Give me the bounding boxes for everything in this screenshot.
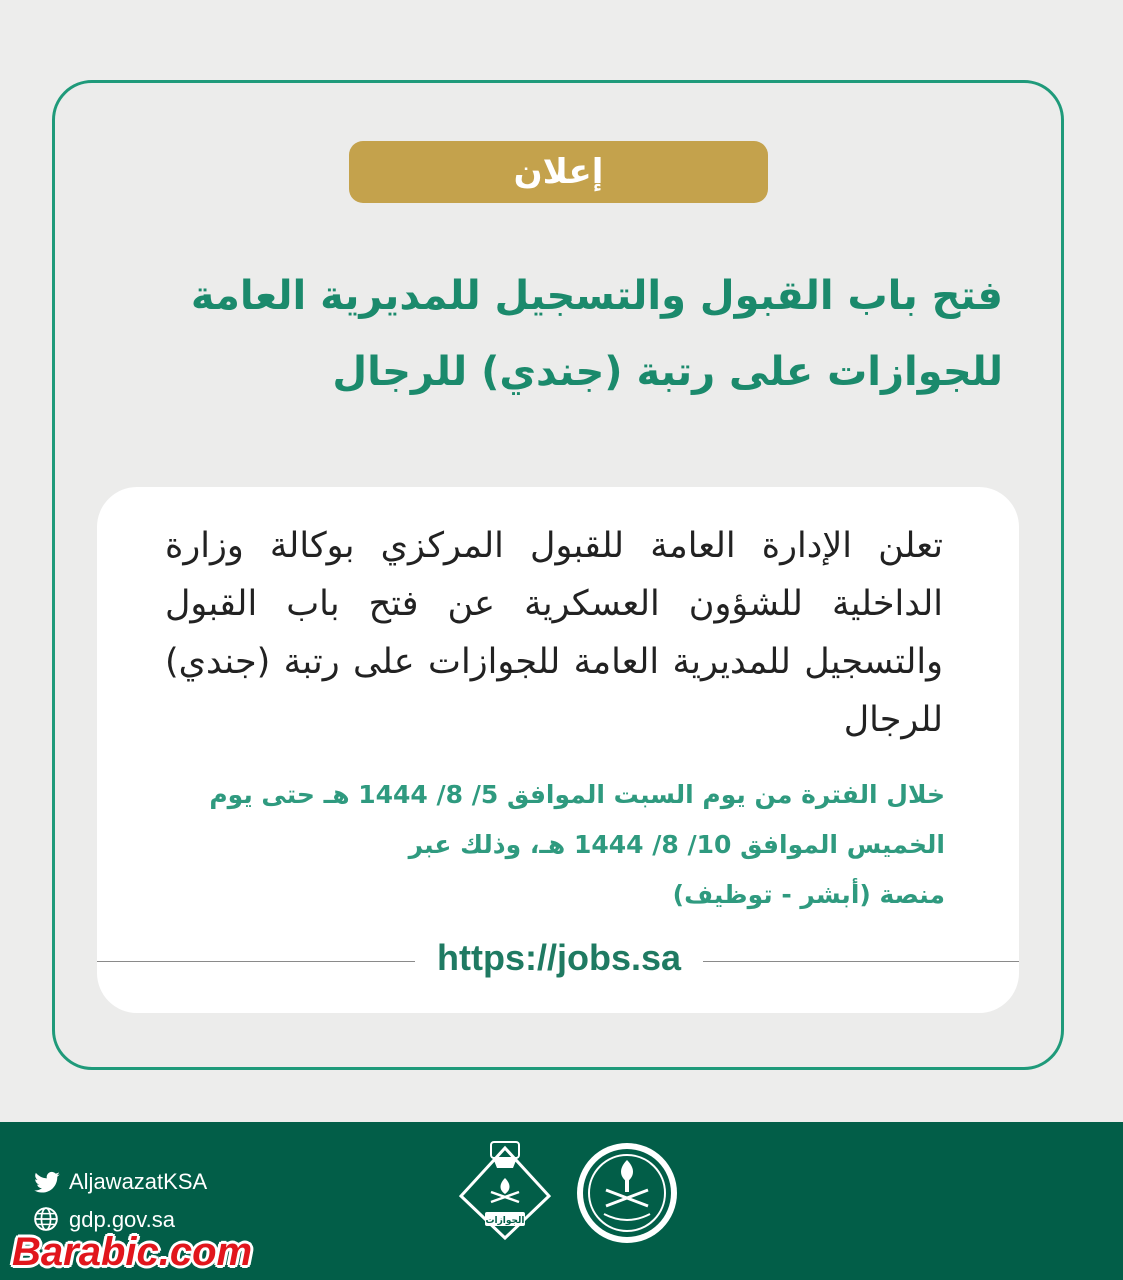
title-line-2: للجوازات على رتبة (جندي) للرجال <box>332 349 1003 395</box>
twitter-handle-text: AljawazatKSA <box>69 1169 208 1194</box>
url-row <box>97 930 1019 986</box>
url-divider-right <box>703 961 1019 962</box>
jawazat-emblem-label: الجوازات <box>485 1216 525 1226</box>
announcement-title <box>110 258 1003 410</box>
twitter-handle-row[interactable] <box>33 1168 207 1196</box>
announcement-body: تعلن الإدارة العامة للقبول المركزي بوكالة وزارة الداخلية للشؤون العسكرية عن فتح باب القبول والتسجيل للمديرية العامة للجوازات على رتبة (جندي) للرجال <box>165 526 943 740</box>
jawazat-emblem-icon <box>455 1138 555 1242</box>
website-text: gdp.gov.sa <box>69 1207 176 1232</box>
period-line-2: الخميس الموافق 10/ 8/ 1444 هـ، وذلك عبر <box>408 830 945 859</box>
badge-label: إعلان <box>513 152 604 192</box>
registration-period <box>160 770 945 920</box>
announcement-badge <box>349 141 768 203</box>
url-divider-left <box>97 961 415 962</box>
ministry-interior-emblem-icon <box>574 1140 680 1246</box>
period-line-3: منصة (أبشر - توظيف) <box>672 880 945 909</box>
twitter-bird-icon <box>33 1168 61 1196</box>
barabic-watermark: Barabic.com <box>12 1230 253 1274</box>
period-line-1: خلال الفترة من يوم السبت الموافق 5/ 8/ 1444 هـ حتى يوم <box>209 780 945 809</box>
jobs-url-link[interactable]: https://jobs.sa <box>436 937 682 978</box>
title-line-1: فتح باب القبول والتسجيل للمديرية العامة <box>190 273 1003 319</box>
